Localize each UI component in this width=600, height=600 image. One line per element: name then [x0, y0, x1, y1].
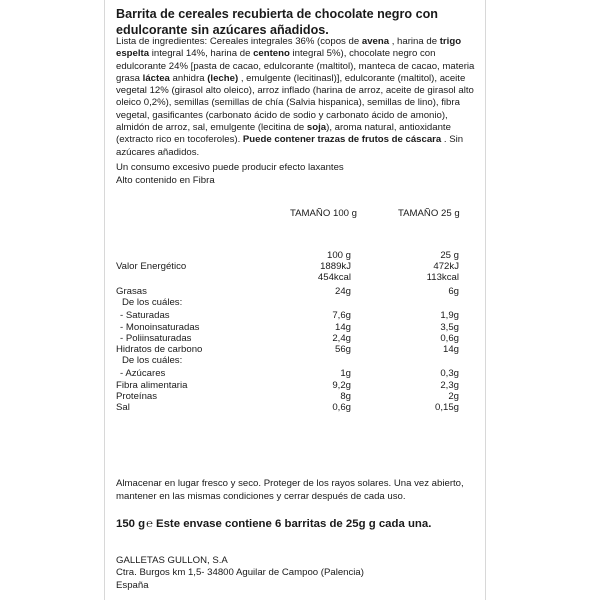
nutrient-label: Hidratos de carbono: [116, 343, 203, 355]
nutrient-label: Fibra alimentaria: [116, 379, 188, 391]
nutrient-label: De los cuáles:: [122, 354, 183, 366]
value-100g: 0,6g: [332, 401, 351, 413]
allergen-text: láctea: [142, 72, 170, 84]
value-100g: 9,2g: [332, 379, 351, 391]
value-25g: 0,15g: [434, 401, 459, 413]
value-100g: 454kcal: [317, 272, 351, 284]
nutrition-row: [116, 344, 486, 355]
value-100g: 24g: [334, 285, 351, 297]
nutrition-table: [116, 250, 486, 413]
nutrient-label: - Azúcares: [120, 368, 166, 380]
nutrition-row: [116, 250, 486, 261]
storage-instructions: Almacenar en lugar fresco y seco. Proteger de los rayos solares. Una vez abierto, mantener en las mismas condiciones y cerrar después de cada uso.: [116, 478, 464, 502]
nutrient-label: Valor Energético: [116, 261, 187, 273]
ingredient-text: , emulgente (lecitinasl)], edulcorante (maltitol), aceite vegetal 12% (girasol alto oleico), arroz inflado (harina de arroz, aceite de girasol alto oleico 0,2%), semillas (semillas de chía (Salvia hispanica), semillas de lino), fibra vegetal, gasificantes (carbonato ácido de sodio y carbonato ácido de amonio), almidón de arroz, sal, emulgente (lecitina de: [116, 72, 474, 134]
package-info: [116, 518, 431, 530]
ingredient-text: ), aroma natural, antioxidante (extracto rico en tocoferoles).: [116, 122, 451, 146]
column-header-100g: TAMAÑO 100 g: [290, 208, 358, 219]
value-25g: 2g: [448, 390, 459, 402]
value-25g: 472kJ: [433, 261, 459, 273]
laxative-warning: Un consumo excesivo puede producir efecto laxantes: [116, 162, 344, 173]
ingredient-text: . Sin azúcares añadidos.: [116, 134, 464, 158]
ingredient-text: , harina de: [389, 36, 440, 47]
nutrition-row: [116, 402, 486, 413]
company-country: España: [116, 579, 149, 591]
ingredient-text: integral 5%), chocolate negro con edulcorante 24% [pasta de cacao, edulcorante (maltitol), manteca de cacao, materia grasa: [116, 48, 475, 84]
nutrition-row: [116, 286, 486, 297]
nutrient-label: De los cuáles:: [122, 296, 183, 308]
product-name: Barrita de cereales recubierta de chocolate negro con edulcorante sin azúcares añadidos.: [116, 7, 438, 37]
nutrition-row: [116, 333, 486, 344]
company-address: Ctra. Burgos km 1,5- 34800 Aguilar de Campoo (Palencia): [116, 567, 364, 579]
fiber-claim: Alto contenido en Fibra: [116, 175, 215, 186]
value-100g: 7,6g: [332, 310, 351, 322]
company-name: GALLETAS GULLON, S.A: [116, 555, 228, 566]
ingredient-text: anhidra: [169, 72, 208, 84]
value-25g: 2,3g: [440, 379, 459, 391]
nutrient-label: Grasas: [116, 285, 147, 297]
nutrition-row: [116, 355, 486, 366]
nutrition-row: [116, 297, 486, 308]
value-100g: 1g: [340, 368, 351, 380]
allergen-text: soja: [306, 122, 327, 134]
nutrient-label: - Monoinsaturadas: [120, 321, 200, 333]
value-25g: 0,6g: [440, 332, 459, 344]
company-info: [116, 555, 364, 592]
value-25g: 25 g: [440, 250, 459, 261]
value-100g: 1889kJ: [320, 261, 351, 273]
value-25g: 14g: [442, 343, 459, 355]
package-description: Este envase contiene 6 barritas de 25g g cada una.: [155, 518, 432, 530]
value-100g: 2,4g: [332, 332, 351, 344]
value-100g: 56g: [334, 343, 351, 355]
value-25g: 6g: [448, 285, 459, 297]
net-weight: 150 g: [116, 518, 146, 530]
value-25g: 0,3g: [440, 368, 459, 380]
ingredient-text: integral 14%, harina de: [149, 48, 254, 60]
nutrition-row: [116, 380, 486, 391]
ingredients-list: [116, 36, 478, 159]
nutrition-row: [116, 310, 486, 321]
value-100g: 14g: [334, 321, 351, 333]
value-25g: 3,5g: [440, 321, 459, 333]
estimated-sign-icon: ℮: [146, 518, 153, 530]
ingredient-text: Lista de ingredientes: Cereales integrales 36% (copos de: [116, 36, 362, 47]
nutrition-row: [116, 391, 486, 402]
nutrient-label: - Poliinsaturadas: [120, 332, 192, 344]
value-100g: 100 g: [326, 250, 351, 261]
nutrition-row: [116, 261, 486, 272]
allergen-text: (leche): [207, 72, 239, 84]
allergen-text: Puede contener trazas de frutos de cáscara: [242, 134, 442, 146]
nutrient-label: Sal: [116, 401, 130, 413]
nutrition-row: [116, 272, 486, 283]
allergen-text: avena: [361, 36, 390, 47]
value-25g: 113kcal: [426, 272, 459, 284]
value-25g: 1,9g: [440, 310, 459, 322]
nutrition-row: [116, 322, 486, 333]
column-header-25g: TAMAÑO 25 g: [398, 208, 460, 219]
value-100g: 8g: [340, 390, 351, 402]
allergen-text: centeno: [253, 48, 290, 60]
nutrition-row: [116, 368, 486, 379]
nutrient-label: Proteínas: [116, 390, 158, 402]
nutrient-label: - Saturadas: [120, 310, 170, 322]
allergen-text: trigo espelta: [116, 36, 462, 60]
